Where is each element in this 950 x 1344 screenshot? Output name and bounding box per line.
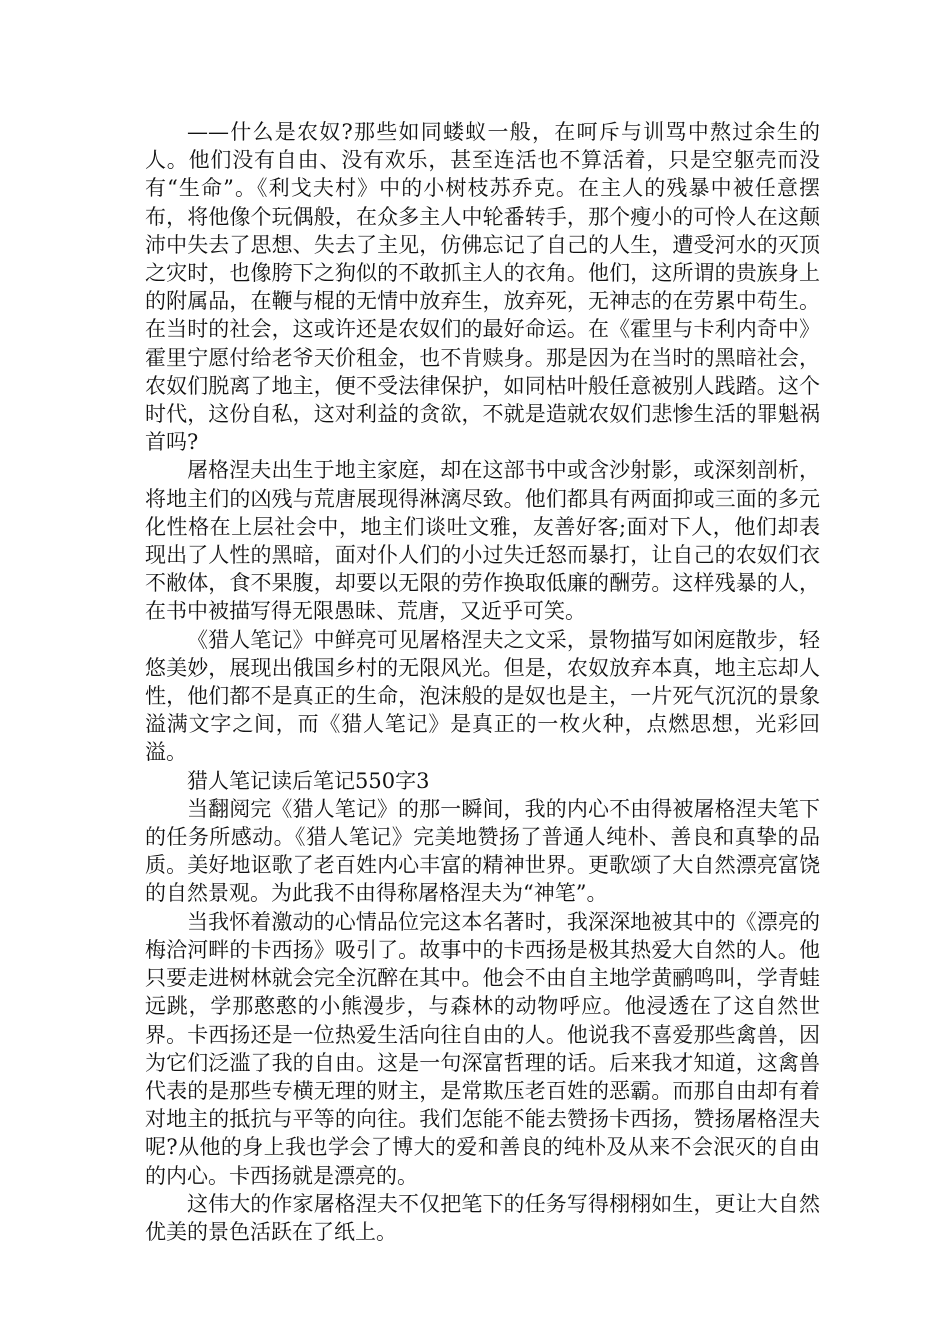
paragraph-impression: 当翻阅完《猎人笔记》的那一瞬间，我的内心不由得被屠格涅夫笔下的任务所感动。《猎人笔记》完美地赞扬了普通人纯朴、善良和真挚的品质。美好地讴歌了老百姓内心丰富的精神世界。更歌颂了大自然漂亮富饶的自然景观。为此我不由得称屠格涅夫为“神笔”。 (145, 796, 820, 906)
paragraph-landlords: 屠格涅夫出生于地主家庭，却在这部书中或含沙射影，或深刻剖析，将地主们的凶残与荒唐展现得淋漓尽致。他们都具有两面抑或三面的多元化性格在上层社会中，地主们谈吐文雅，友善好客;面对下人，他们却表现出了人性的黑暗，面对仆人们的小过失迁怒而暴打，让自己的农奴们衣不敝体，食不果腹，却要以无限的劳作换取低廉的酬劳。这样残暴的人，在书中被描写得无限愚昧、荒唐，又近乎可笑。 (145, 458, 820, 624)
paragraph-conclusion: 这伟大的作家屠格涅夫不仅把笔下的任务写得栩栩如生，更让大自然优美的景色活跃在了纸上。 (145, 1191, 820, 1244)
paragraph-serfs: ——什么是农奴?那些如同蝼蚁一般，在呵斥与训骂中熬过余生的人。他们没有自由、没有欢乐，甚至连活也不算活着，只是空躯壳而没有“生命”。《利戈夫村》中的小树枝苏乔克。在主人的残暴中被任意摆布，将他像个玩偶般，在众多主人中轮番转手，那个瘦小的可怜人在这颠沛中失去了思想、失去了主见，仿佛忘记了自己的人生，遭受河水的灭顶之灾时，也像胯下之狗似的不敢抓主人的衣角。他们，这所谓的贵族身上的附属品，在鞭与棍的无情中放弃生，放弃死，无神志的在劳累中苟生。在当时的社会，这或许还是农奴们的最好命运。在《霍里与卡利内奇中》霍里宁愿付给老爷天价租金，也不肯赎身。那是因为在当时的黑暗社会，农奴们脱离了地主，便不受法律保护，如同枯叶般任意被别人践踏。这个时代，这份自私，这对利益的贪欲，不就是造就农奴们悲惨生活的罪魁祸首吗? (145, 120, 820, 455)
document-body (145, 118, 820, 1246)
paragraph-style: 《猎人笔记》中鲜亮可见屠格涅夫之文采，景物描写如闲庭散步，轻悠美妙，展现出俄国乡村的无限风光。但是，农奴放弃本真，地主忘却人性，他们都不是真正的生命，泡沫般的是奴也是主，一片死气沉沉的景象溢满文字之间，而《猎人笔记》是真正的一枚火种，点燃思想，光彩回溢。 (145, 627, 820, 765)
section-heading: 猎人笔记读后笔记550字3 (187, 768, 430, 793)
paragraph-kasyan: 当我怀着激动的心情品位完这本名著时，我深深地被其中的《漂亮的梅洽河畔的卡西扬》吸引了。故事中的卡西扬是极其热爱大自然的人。他只要走进树林就会完全沉醉在其中。他会不由自主地学黄鹂鸣叫，学青蛙远跳，学那憨憨的小熊漫步，与森林的动物呼应。他浸透在了这自然世界。卡西扬还是一位热爱生活向往自由的人。他说我不喜爱那些禽兽，因为它们泛滥了我的自由。这是一句深富哲理的话。后来我才知道，这禽兽代表的是那些专横无理的财主，是常欺压老百姓的恶霸。而那自由却有着对地主的抵抗与平等的向往。我们怎能不能去赞扬卡西扬，赞扬屠格涅夫呢?从他的身上我也学会了博大的爱和善良的纯朴及从来不会泯灭的自由的内心。卡西扬就是漂亮的。 (145, 909, 820, 1188)
